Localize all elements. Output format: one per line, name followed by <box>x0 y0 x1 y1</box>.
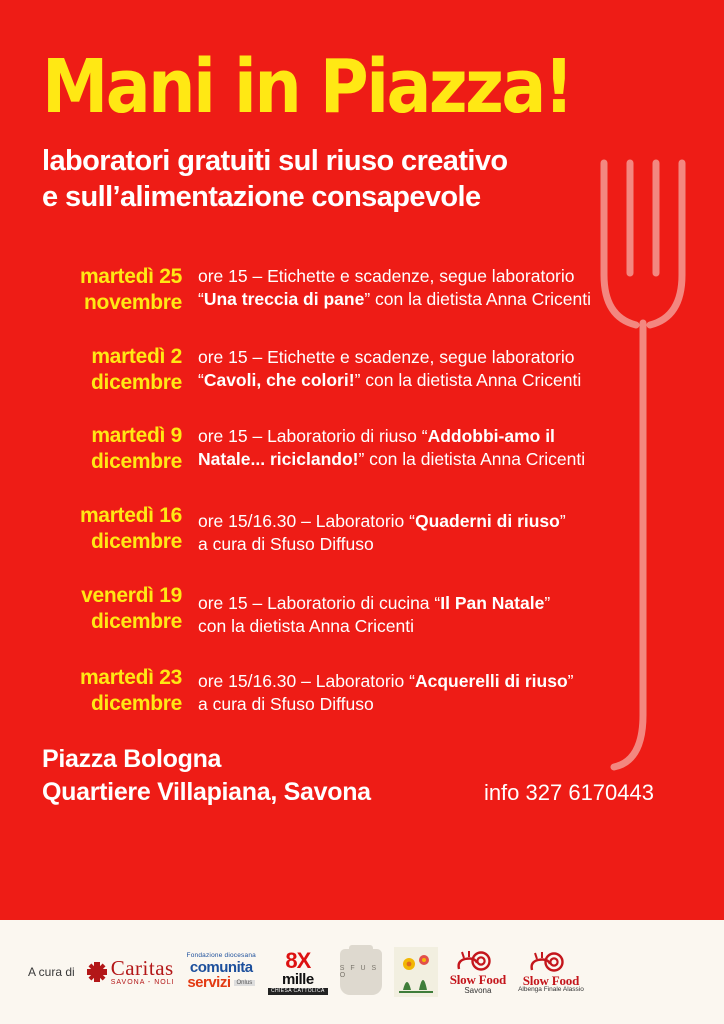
event-workshop-title: Il Pan Natale <box>440 592 545 613</box>
event-line-2: a cura di Sfuso Diffuso <box>198 694 374 715</box>
event-line-1: ore 15 – Laboratorio di cucina “Il Pan Natale” <box>198 592 551 613</box>
eightxmille-sub: CHIESA CATTOLICA <box>268 988 328 995</box>
event-date <box>42 582 182 636</box>
event-line-1: ore 15 – Laboratorio di riuso “Addobbi-amo il <box>198 426 555 447</box>
event-date <box>42 422 182 476</box>
event-day: martedì 23 <box>79 665 182 689</box>
event-month: dicembre <box>91 609 182 633</box>
fondazione-line-2: comunita <box>189 958 253 976</box>
page-subtitle <box>42 144 682 215</box>
venue-block <box>42 743 682 808</box>
event-description <box>182 664 682 716</box>
event-date <box>42 263 182 317</box>
event-month: dicembre <box>91 529 182 553</box>
caritas-sub: SAVONA - NOLI <box>110 979 175 987</box>
event-day: martedì 25 <box>79 265 182 289</box>
event-day: martedì 9 <box>91 424 182 448</box>
fondazione-line-4: Onlus <box>234 980 256 986</box>
event-month: dicembre <box>91 450 182 474</box>
sponsors-footer <box>0 920 724 1024</box>
snail-icon <box>528 950 574 974</box>
event-workshop-title: Acquerelli di riuso <box>414 670 568 691</box>
event-line-1: ore 15 – Etichette e scadenze, segue laboratorio <box>198 266 575 287</box>
event-day: martedì 2 <box>91 344 182 368</box>
list-item <box>42 343 682 397</box>
logo-slow-food-savona <box>450 949 506 995</box>
event-month: novembre <box>84 291 182 315</box>
subtitle-line-2: e sull’alimentazione consapevole <box>42 180 481 213</box>
slow-food-savona-chapter: Savona <box>464 985 492 995</box>
eightxmille-word: mille <box>281 971 314 989</box>
event-month: dicembre <box>91 370 182 394</box>
list-item <box>42 502 682 556</box>
contact-info: info 327 6170443 <box>483 780 654 806</box>
sfuso-label: S F U S O <box>339 964 379 979</box>
event-description <box>182 263 682 311</box>
event-description <box>182 502 682 556</box>
event-line-2: “Una treccia di pane” con la dietista Anna Cricenti <box>198 289 591 310</box>
event-line-1: ore 15/16.30 – Laboratorio “Acquerelli di riuso” <box>198 670 574 691</box>
page-title: Mani in Piazza! <box>42 44 572 130</box>
venue-line-1: Piazza Bologna <box>42 745 222 774</box>
event-line-1: ore 15 – Etichette e scadenze, segue laboratorio <box>198 346 575 367</box>
event-month: dicembre <box>91 692 182 716</box>
fondazione-line-3: servizi <box>187 974 231 992</box>
fondazione-line-1: Fondazione diocesana <box>186 951 256 959</box>
event-workshop-title: Cavoli, che colori! <box>203 369 355 390</box>
event-line-1: ore 15/16.30 – Laboratorio “Quaderni di riuso” <box>198 510 566 531</box>
caritas-name: Caritas <box>110 956 174 981</box>
caritas-cross-icon <box>87 962 107 982</box>
logo-8xmille <box>268 949 328 995</box>
slow-food-albenga-name: Slow Food <box>522 972 580 988</box>
event-description <box>182 582 682 638</box>
eightxmille-number: 8X <box>285 947 311 973</box>
event-line-2: con la dietista Anna Cricenti <box>198 615 414 636</box>
event-workshop-title: Una treccia di pane <box>203 289 365 310</box>
event-workshop-title: Addobbi-amo il <box>427 426 555 447</box>
event-list <box>42 263 682 717</box>
logo-orto-collettivo <box>394 947 438 997</box>
subtitle-line-1: laboratori gratuiti sul riuso creativo <box>42 145 508 178</box>
logo-sfuso-diffuso <box>340 949 382 995</box>
venue-address <box>42 743 371 808</box>
slow-food-albenga-chapter: Albenga Finale Alassio <box>518 986 584 994</box>
event-line-2: a cura di Sfuso Diffuso <box>198 533 374 554</box>
sponsors-label: A cura di <box>28 965 75 979</box>
event-date <box>42 664 182 718</box>
list-item <box>42 422 682 476</box>
event-day: venerdì 19 <box>81 583 182 607</box>
event-workshop-title: Quaderni di riuso <box>414 510 560 531</box>
event-description <box>182 343 682 392</box>
list-item <box>42 582 682 638</box>
sponsor-logos <box>87 947 584 997</box>
snail-icon <box>455 949 501 973</box>
logo-fondazione-comunita-servizi <box>187 953 256 991</box>
venue-line-2: Quartiere Villapiana, Savona <box>42 777 371 806</box>
event-date <box>42 502 182 556</box>
list-item <box>42 263 682 317</box>
flower-icon <box>397 950 435 994</box>
slow-food-savona-name: Slow Food <box>449 971 507 987</box>
event-line-2: “Cavoli, che colori!” con la dietista Anna Cricenti <box>198 369 582 390</box>
logo-caritas <box>87 957 175 986</box>
logo-slow-food-albenga <box>518 950 584 994</box>
event-description <box>182 422 682 471</box>
list-item <box>42 664 682 718</box>
event-date <box>42 343 182 397</box>
event-day: martedì 16 <box>79 503 182 527</box>
event-line-2: Natale... riciclando!” con la dietista Anna Cricenti <box>198 449 586 470</box>
